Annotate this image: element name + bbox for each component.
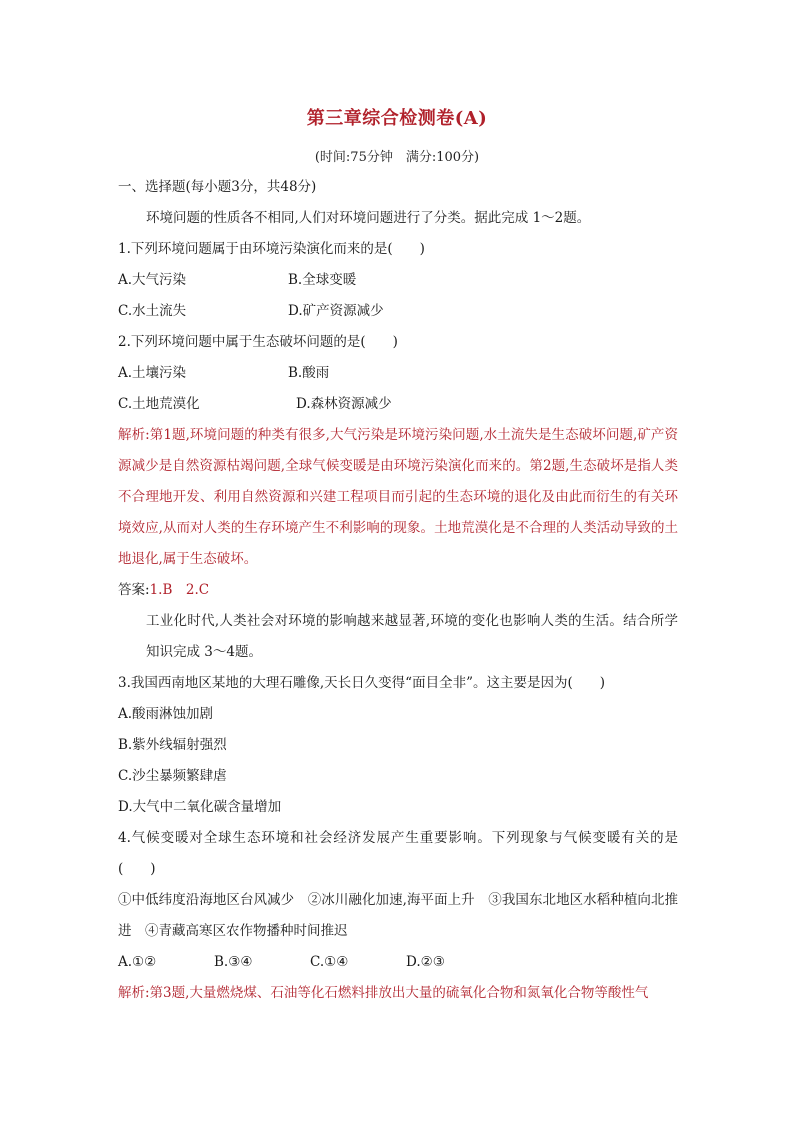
question-2-option-c: C.土地荒漠化 <box>118 396 200 412</box>
question-1-option-d: D.矿产资源减少 <box>288 303 384 319</box>
question-3-option-c: C.沙尘暴频繁肆虐 <box>118 768 227 784</box>
answer-1-2 <box>118 575 678 606</box>
question-2-option-b: B.酸雨 <box>288 365 330 381</box>
question-3-option-b: B.紫外线辐射强烈 <box>118 737 227 753</box>
question-4-option-d: D.②③ <box>406 954 445 970</box>
analysis-3-4: 解析:第3题,大量燃烧煤、石油等化石燃料排放出大量的硫氧化合物和氮氧化合物等酸性气 <box>118 985 649 1001</box>
question-4-options <box>118 947 678 978</box>
question-4-option-c: C.①④ <box>310 954 349 970</box>
question-3-stem: 3.我国西南地区某地的大理石雕像,天长日久变得“面目全非”。这主要是因为( ) <box>118 675 606 691</box>
answer-label: 答案: <box>118 582 150 598</box>
question-2-options-row-2 <box>118 389 678 420</box>
question-4-option-a: A.①② <box>118 954 157 970</box>
document-body <box>118 172 678 1009</box>
section-heading: 一、选择题(每小题3分，共48分) <box>118 179 317 195</box>
question-4-option-b: B.③④ <box>214 954 253 970</box>
question-2-option-d: D.森林资源减少 <box>296 396 392 412</box>
question-group-intro-1: 环境问题的性质各不相同,人们对环境问题进行了分类。据此完成 1～2题。 <box>146 210 591 226</box>
question-2-stem: 2.下列环境问题中属于生态破坏问题的是( ) <box>118 334 398 350</box>
question-3-option-a: A.酸雨淋蚀加剧 <box>118 706 214 722</box>
analysis-1-2: 解析:第1题,环境问题的种类有很多,大气污染是环境污染问题,水土流失是生态破坏问题,矿产资源减少是自然资源枯竭问题,全球气候变暖是由环境污染演化而来的。第2题,生态破坏是指人类不合理地开发、利用自然资源和兴建工程项目而引起的生态环境的退化及由此而衍生的有关环境效应,从而对人类的生存环境产生不利影响的现象。土地荒漠化是不合理的人类活动导致的土地退化,属于生态破坏。 <box>118 427 678 567</box>
question-2-options-row-1 <box>118 358 678 389</box>
question-1-option-a: A.大气污染 <box>118 272 187 288</box>
page-title: 第三章综合检测卷(A) <box>306 108 488 129</box>
answer-value: 1.B 2.C <box>149 582 210 598</box>
question-1-stem: 1.下列环境问题属于由环境污染演化而来的是( ) <box>118 241 425 257</box>
question-2-option-a: A.土壤污染 <box>118 365 187 381</box>
question-3-option-d: D.大气中二氧化碳含量增加 <box>118 799 282 815</box>
question-1-option-b: B.全球变暖 <box>288 272 357 288</box>
question-1-options-row-2 <box>118 296 678 327</box>
exam-time-score: (时间:75分钟 满分:100分) <box>314 150 480 165</box>
question-4-stem: 4.气候变暖对全球生态环境和社会经济发展产生重要影响。下列现象与气候变暖有关的是( ) <box>118 830 678 877</box>
question-group-intro-2: 工业化时代,人类社会对环境的影响越来越显著,环境的变化也影响人类的生活。结合所学知识完成 3～4题。 <box>146 613 678 660</box>
question-4-statements: ①中低纬度沿海地区台风减少 ②冰川融化加速,海平面上升 ③我国东北地区水稻种植向北推进 ④青藏高寒区农作物播种时间推迟 <box>118 892 678 939</box>
question-1-options-row-1 <box>118 265 678 296</box>
question-1-option-c: C.水土流失 <box>118 303 187 319</box>
